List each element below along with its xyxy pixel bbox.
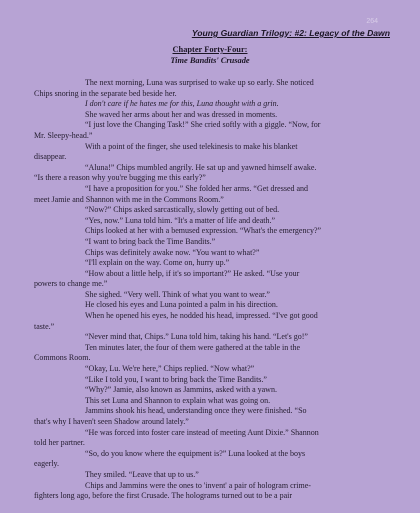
running-header: Young Guardian Trilogy: #2: Legacy of the Dawn: [191, 28, 390, 38]
text-line: With a point of the finger, she used telekinesis to make his blanket: [85, 141, 298, 151]
page-number: 264: [366, 18, 378, 25]
text-line: “Okay, Lu. We're here,” Chips replied. “Now what?”: [85, 364, 255, 374]
text-line: “I just love the Changing Task!” She cried softly with a giggle. “Now, for: [85, 120, 321, 130]
text-line: They smiled. “Leave that up to us.”: [85, 469, 199, 479]
text-line: He closed his eyes and Luna pointed a palm in his direction.: [85, 300, 278, 310]
text-line: “Why?” Jamie, also known as Jammins, asked with a yawn.: [85, 385, 277, 395]
text-line: powers to change me.”: [34, 279, 108, 289]
text-line: Commons Room.: [34, 353, 91, 363]
text-line: “Never mind that, Chips.” Luna told him, taking his hand. “Let's go!”: [85, 332, 308, 342]
text-line: fighters long ago, before the first Crusade. The holograms turned out to be a pair: [34, 491, 293, 501]
text-line: I don't care if he hates me for this, Luna thought with a grin.: [85, 99, 279, 109]
text-line: Ten minutes later, the four of them were gathered at the table in the: [85, 342, 301, 352]
chapter-number: Chapter Forty-Four:: [172, 45, 248, 54]
text-line: “Like I told you, I want to bring back the Time Bandits.”: [85, 374, 267, 384]
text-line: that's why I haven't seen Shadow around lately.”: [34, 417, 189, 426]
text-line: Chips and Jammins were the ones to 'invent' a pair of hologram crime-: [85, 480, 311, 490]
text-line: “Yes, now.” Luna told him. “It's a matter of life and death.”: [85, 215, 276, 225]
body-text: [34, 78, 396, 502]
text-line: “He was forced into foster care instead of meeting Aunt Dixie.” Shannon: [85, 427, 319, 437]
text-line: The next morning, Luna was surprised to wake up so early. She noticed: [85, 78, 314, 87]
text-line: Chips looked at her with a bemused expression. “What's the emergency?”: [85, 226, 322, 236]
text-line: “I'll explain on the way. Come on, hurry up.”: [85, 258, 230, 268]
text-line: Chips snoring in the separate bed beside her.: [34, 88, 177, 98]
text-line: Mr. Sleepy-head.”: [34, 130, 93, 140]
text-line: “Aluna!” Chips mumbled angrily. He sat up and yawned himself awake.: [85, 162, 317, 172]
text-line: Chips was definitely awake now. “You want to what?”: [85, 247, 260, 257]
text-line: taste.”: [34, 321, 55, 331]
text-line: “How about a little help, if it's so important?” He asked. “Use your: [85, 268, 300, 278]
text-line: This set Luna and Shannon to explain what was going on.: [85, 395, 271, 405]
text-line: “Is there a reason why you're bugging me this early?”: [34, 173, 206, 183]
text-line: “I want to bring back the Time Bandits.”: [85, 236, 216, 246]
text-line: “So, do you know where the equipment is?” Luna looked at the boys: [85, 448, 306, 458]
text-line: meet Jamie and Shannon with me in the Commons Room.”: [34, 194, 224, 204]
text-line: eagerly.: [34, 459, 60, 469]
text-line: “I have a proposition for you.” She folded her arms. “Get dressed and: [85, 183, 309, 193]
text-line: She waved her arms about her and was dressed in moments.: [85, 109, 278, 119]
text-line: She sighed. “Very well. Think of what you want to wear.”: [85, 289, 270, 299]
chapter-title: Time Bandits' Crusade: [170, 56, 250, 65]
chapter-heading: [0, 44, 420, 66]
text-line: When he opened his eyes, he nodded his head, impressed. “I've got good: [85, 311, 318, 321]
text-line: “Now?” Chips asked sarcastically, slowly getting out of bed.: [85, 205, 280, 215]
text-line: told her partner.: [34, 438, 85, 448]
text-line: Jammins shook his head, understanding once they were finished. “So: [85, 406, 307, 416]
text-line: disappear.: [34, 152, 67, 162]
